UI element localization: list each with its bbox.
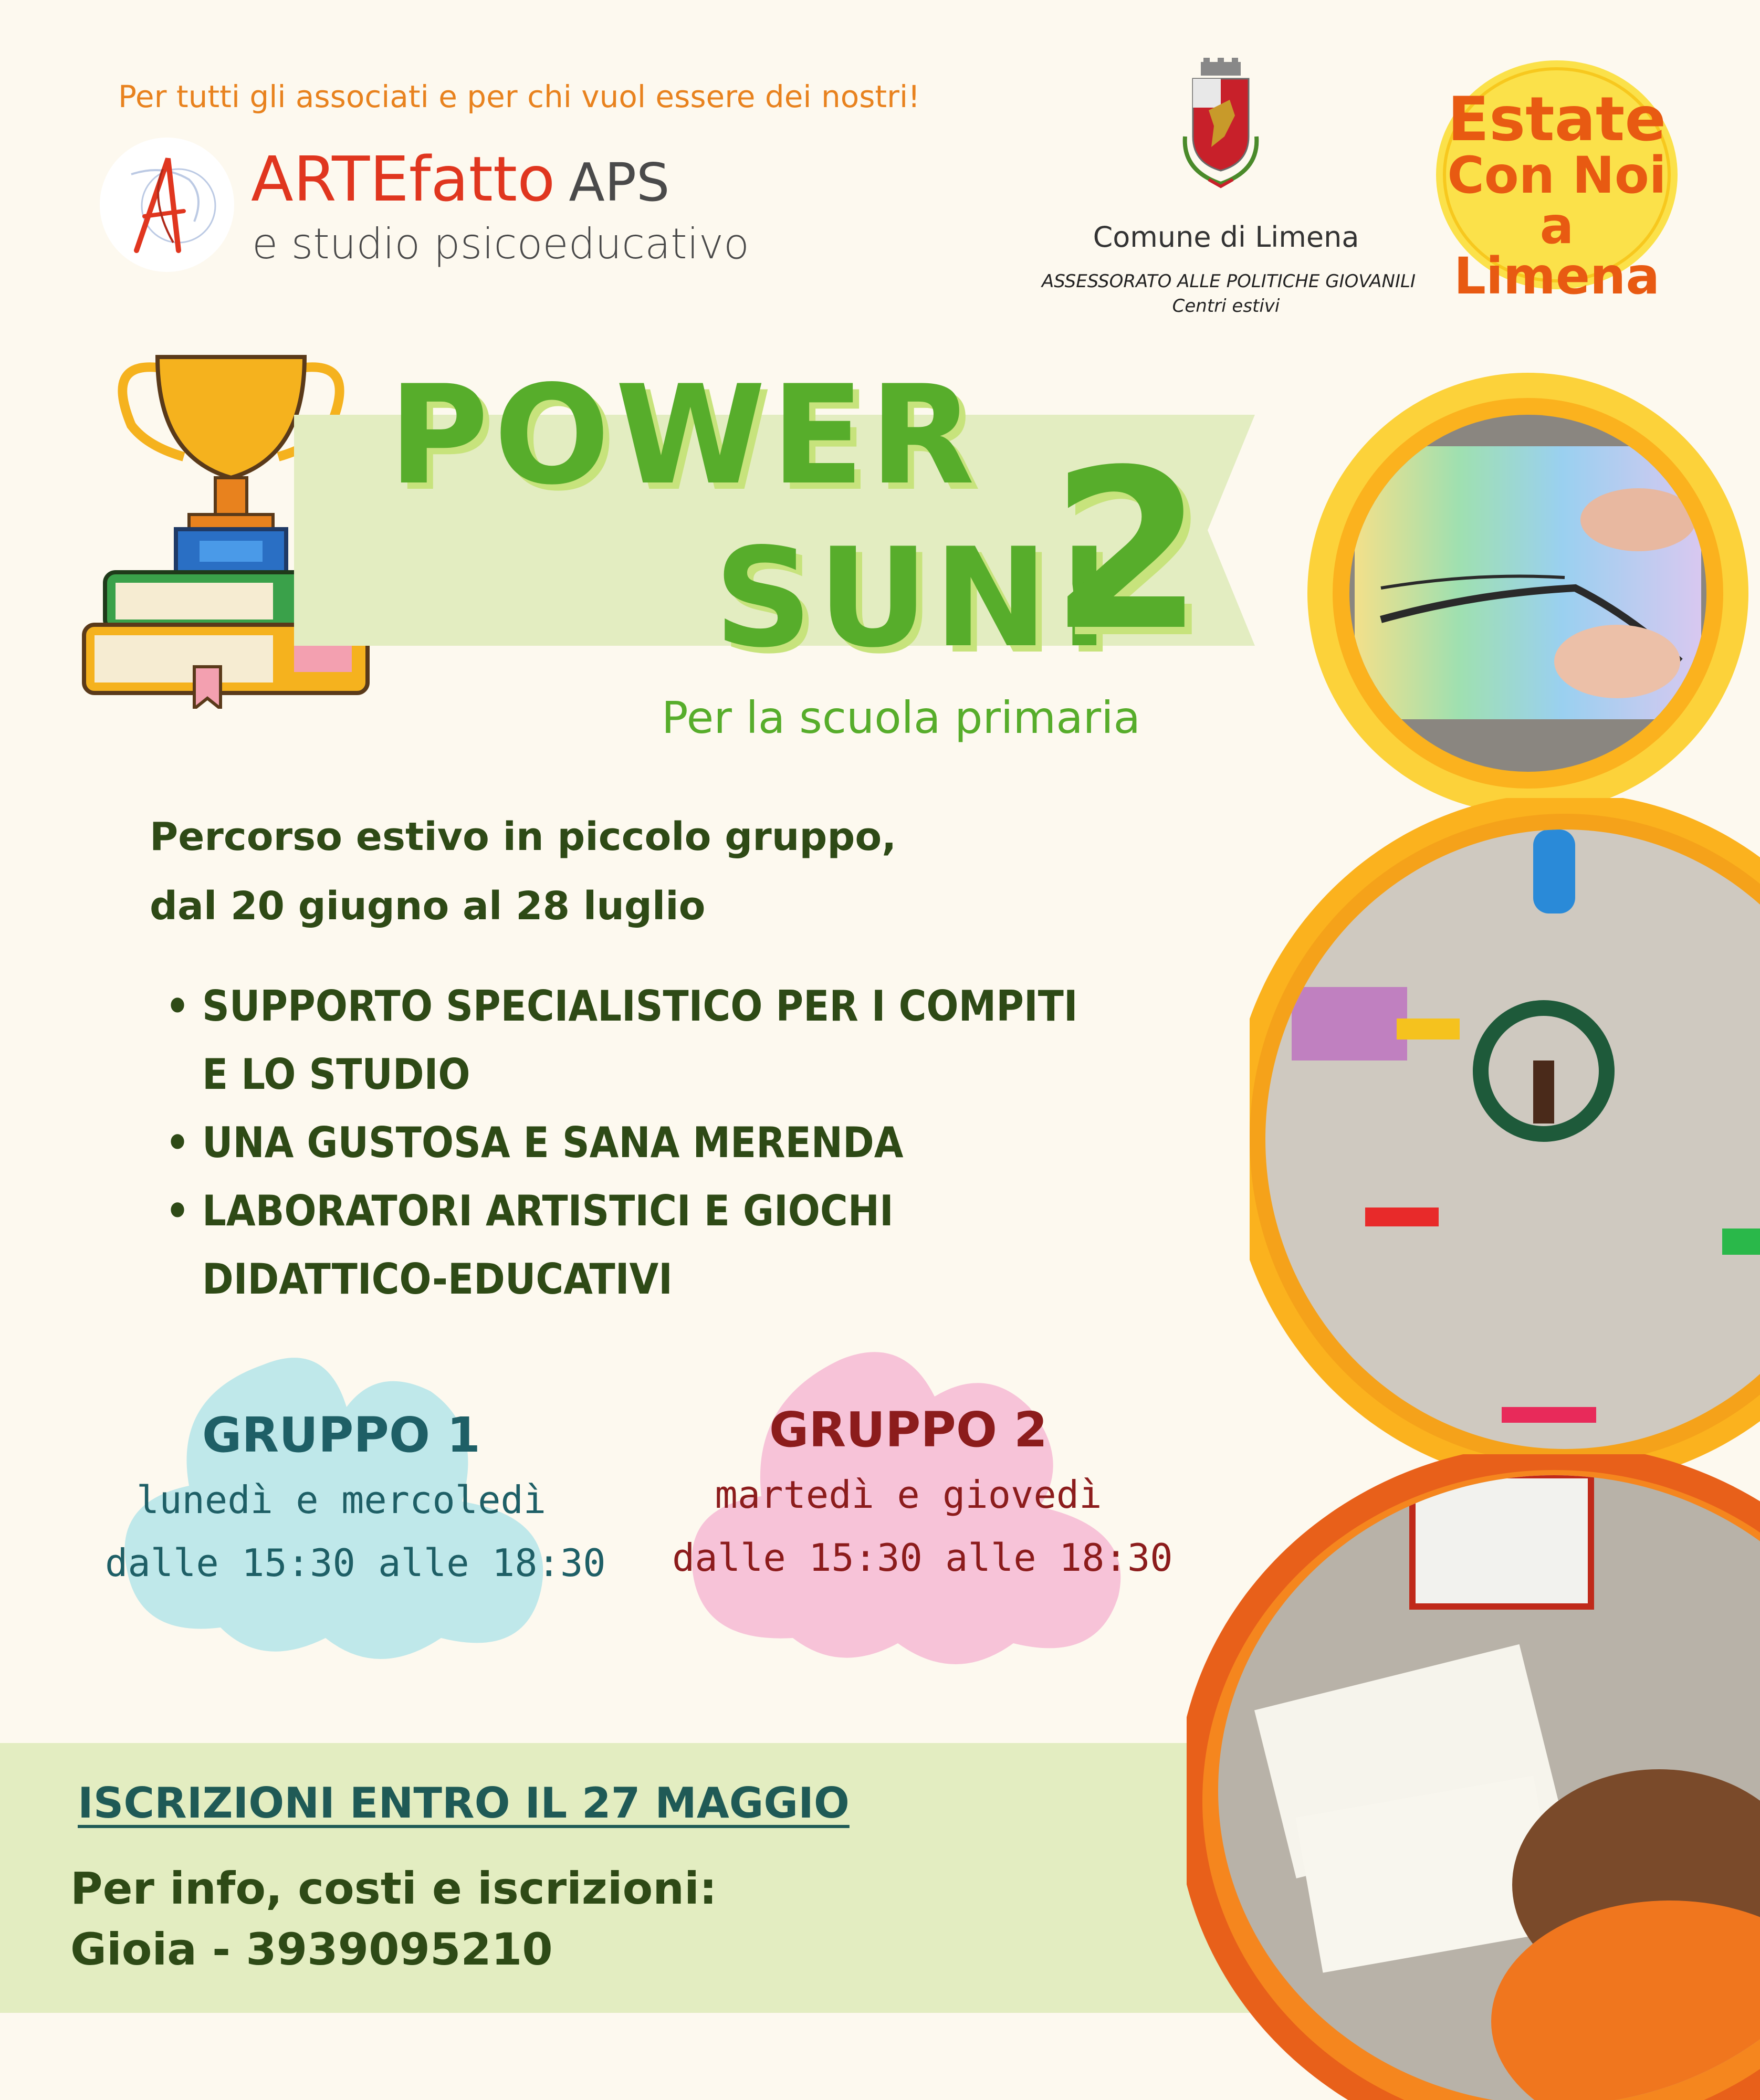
group-2 [672, 1402, 1173, 1580]
title-subtitle: Per la scuola primaria [662, 692, 1141, 743]
list-item: • LABORATORI ARTISTICI E GIOCHI [165, 1186, 894, 1235]
title-power: POWER [389, 356, 980, 515]
list-item-continuation [165, 1041, 1078, 1109]
group-1-title: GRUPPO 1 [202, 1407, 481, 1463]
group-2-title: GRUPPO 2 [769, 1402, 1048, 1458]
group-1-time: dalle 15:30 alle 18:30 [105, 1541, 606, 1585]
org-subtitle: e studio psicoeducativo [252, 219, 749, 268]
feature-list [165, 972, 1078, 1314]
registration-deadline: ISCRIZIONI ENTRO IL 27 MAGGIO [78, 1779, 850, 1828]
comune-name: Comune di Limena [1093, 220, 1359, 254]
feature-3-line-1: LABORATORI ARTISTICI E GIOCHI [202, 1186, 894, 1235]
sticker-line-1: Estate [1447, 84, 1667, 155]
feature-2: UNA GUSTOSA E SANA MERENDA [202, 1118, 904, 1167]
artefatto-logo-icon [100, 138, 234, 272]
sticker-text [1438, 84, 1676, 306]
group-1-days: lunedì e mercoledì [136, 1478, 547, 1522]
sticker-line-2: Con Noi [1447, 146, 1667, 205]
photo-homework [1187, 1454, 1760, 2100]
group-2-days: martedì e giovedì [715, 1473, 1102, 1517]
artefatto-logo [100, 138, 234, 272]
list-item: • SUPPORTO SPECIALISTICO PER I COMPITI [165, 982, 1078, 1031]
feature-1-line-1: SUPPORTO SPECIALISTICO PER I COMPITI [202, 982, 1078, 1031]
group-1 [105, 1407, 606, 1585]
feature-3-line-2: DIDATTICO-EDUCATIVI [202, 1255, 673, 1304]
info-label: Per info, costi e iscrizioni: [70, 1863, 717, 1914]
org-name [251, 143, 670, 215]
comune-subtitle: Centri estivi [1172, 296, 1280, 317]
title-sun: SUN! [714, 519, 1121, 678]
title-number: 2 [1050, 423, 1204, 679]
sticker-line-3: a Limena [1453, 196, 1660, 306]
intro-line-2: dal 20 giugno al 28 luglio [150, 884, 706, 929]
group-2-time: dalle 15:30 alle 18:30 [672, 1536, 1173, 1580]
photo-painting [1302, 368, 1754, 819]
list-item-continuation [165, 1245, 1078, 1314]
org-name-main: ARTEfatto [251, 143, 556, 215]
list-item: • UNA GUSTOSA E SANA MERENDA [165, 1118, 904, 1167]
feature-1-line-2: E LO STUDIO [202, 1050, 470, 1099]
comune-crest-icon [1172, 58, 1270, 189]
photo-board-game [1250, 798, 1760, 1480]
intro-line-1: Percorso estivo in piccolo gruppo, [150, 814, 897, 859]
contact-phone: Gioia - 3939095210 [70, 1924, 553, 1975]
org-name-suffix: APS [569, 152, 670, 213]
comune-department: ASSESSORATO ALLE POLITICHE GIOVANILI [1042, 271, 1416, 292]
intro-text [150, 802, 896, 941]
tagline: Per tutti gli associati e per chi vuol essere dei nostri! [118, 79, 920, 114]
